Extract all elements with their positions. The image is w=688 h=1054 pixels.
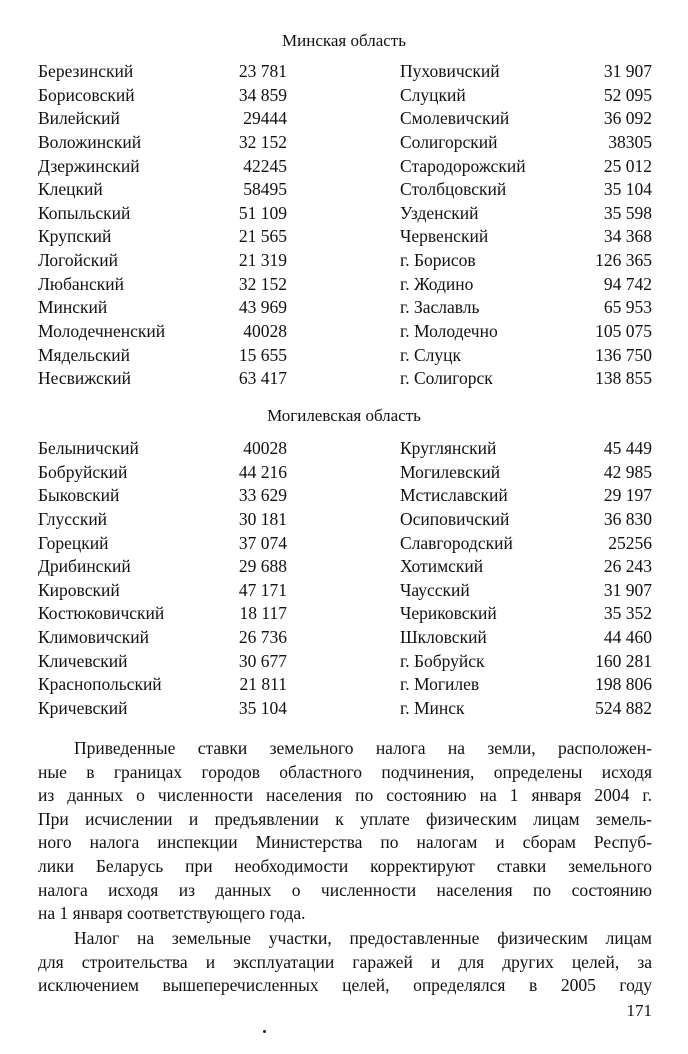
tax-rate-value: 29 197 bbox=[603, 485, 652, 506]
tax-rate-value: 35 352 bbox=[603, 603, 652, 624]
table-row bbox=[0, 84, 688, 108]
table-row bbox=[0, 155, 688, 179]
district-name: Вилейский bbox=[38, 108, 120, 129]
tax-rate-value: 25 012 bbox=[603, 155, 652, 176]
district-name: Шкловский bbox=[400, 627, 487, 648]
district-name: Кричевский bbox=[38, 698, 128, 719]
table-row bbox=[0, 697, 688, 721]
district-name: г. Солигорск bbox=[400, 368, 493, 389]
table-row bbox=[0, 579, 688, 603]
tax-rate-value: 25256 bbox=[608, 532, 652, 553]
paragraph-line: лики Беларусь при необходимости корректируют ставки земельного bbox=[38, 855, 652, 876]
tax-rate-value: 126 365 bbox=[595, 250, 652, 271]
paragraph-line: из данных о численности населения по состоянию на 1 января 2004 г. bbox=[38, 785, 652, 806]
mogilev-region-title: Могилевская область bbox=[267, 406, 421, 425]
table-row bbox=[0, 273, 688, 297]
tax-rate-value: 35 104 bbox=[238, 698, 287, 719]
tax-rate-value: 63 417 bbox=[238, 368, 287, 389]
tax-rate-value: 524 882 bbox=[595, 698, 652, 719]
district-name: Горецкий bbox=[38, 532, 109, 553]
tax-rate-value: 44 460 bbox=[603, 627, 652, 648]
paragraph-line: ного налога инспекции Министерства по налогам и сборам Респуб- bbox=[38, 832, 652, 853]
paragraph-line: При исчислении и предъявлении к уплате физическим лицам земель- bbox=[38, 808, 652, 829]
paragraph-line: исключением вышеперечисленных целей, определялся в 2005 году bbox=[38, 975, 652, 996]
district-name: г. Заславль bbox=[400, 297, 480, 318]
district-name: Солигорский bbox=[400, 131, 498, 152]
table-row bbox=[0, 225, 688, 249]
district-name: Крупский bbox=[38, 226, 112, 247]
tax-rate-value: 37 074 bbox=[238, 532, 287, 553]
tax-rate-value: 36 830 bbox=[603, 508, 652, 529]
mogilev-rates-table bbox=[0, 437, 688, 721]
table-row bbox=[0, 673, 688, 697]
district-name: г. Могилев bbox=[400, 674, 480, 695]
tax-rate-value: 31 907 bbox=[603, 579, 652, 600]
table-row bbox=[0, 602, 688, 626]
table-row bbox=[0, 650, 688, 674]
district-name: Дрибинский bbox=[38, 556, 131, 577]
table-row bbox=[0, 320, 688, 344]
paragraph-garage-land-tax bbox=[38, 927, 652, 998]
district-name: Минский bbox=[38, 297, 108, 318]
tax-rate-value: 58495 bbox=[243, 179, 287, 200]
tax-rate-value: 198 806 bbox=[595, 674, 652, 695]
tax-rate-value: 52 095 bbox=[603, 84, 652, 105]
tax-rate-value: 47 171 bbox=[238, 579, 287, 600]
table-row bbox=[0, 508, 688, 532]
tax-rate-value: 44 216 bbox=[238, 461, 287, 482]
tax-rate-value: 21 565 bbox=[238, 226, 287, 247]
tax-rate-value: 34 368 bbox=[603, 226, 652, 247]
district-name: Хотимский bbox=[400, 556, 484, 577]
tax-rate-value: 36 092 bbox=[603, 108, 652, 129]
table-row bbox=[0, 296, 688, 320]
table-row bbox=[0, 461, 688, 485]
paragraph-line: для строительства и эксплуатации гаражей и для других целей, за bbox=[38, 951, 652, 972]
district-name: Молодечненский bbox=[38, 321, 166, 342]
district-name: Копыльский bbox=[38, 202, 131, 223]
district-name: Любанский bbox=[38, 273, 124, 294]
district-name: Слуцкий bbox=[400, 84, 466, 105]
district-name: Стародорожский bbox=[400, 155, 526, 176]
district-name: Мстиславский bbox=[400, 485, 508, 506]
district-name: г. Молодечно bbox=[400, 321, 498, 342]
district-name: Дзержинский bbox=[38, 155, 140, 176]
tax-rate-value: 30 677 bbox=[238, 650, 287, 671]
district-name: Чериковский bbox=[400, 603, 497, 624]
tax-rate-value: 21 319 bbox=[238, 250, 287, 271]
table-row bbox=[0, 249, 688, 273]
district-name: Воложинский bbox=[38, 131, 142, 152]
table-row bbox=[0, 367, 688, 391]
district-name: г. Жодино bbox=[400, 273, 474, 294]
table-row bbox=[0, 60, 688, 84]
table-row bbox=[0, 555, 688, 579]
tax-rate-value: 40028 bbox=[243, 438, 287, 458]
tax-rate-value: 40028 bbox=[243, 321, 287, 342]
district-name: Славгородский bbox=[400, 532, 513, 553]
tax-rate-value: 160 281 bbox=[595, 650, 652, 671]
tax-rate-value: 34 859 bbox=[238, 84, 287, 105]
table-row bbox=[0, 437, 688, 461]
district-name: Белыничский bbox=[38, 438, 139, 458]
paragraph-line: налога исходя из данных о численности населения по состоянию bbox=[38, 879, 652, 900]
district-name: Несвижский bbox=[38, 368, 132, 389]
tax-rate-value: 42245 bbox=[243, 155, 287, 176]
tax-rate-value: 31 907 bbox=[603, 61, 652, 81]
tax-rate-value: 51 109 bbox=[238, 202, 287, 223]
district-name: г. Минск bbox=[400, 698, 465, 719]
tax-rate-value: 65 953 bbox=[603, 297, 652, 318]
district-name: Березинский bbox=[38, 61, 134, 81]
district-name: Пуховичский bbox=[400, 61, 500, 81]
tax-rate-value: 35 104 bbox=[603, 179, 652, 200]
district-name: г. Бобруйск bbox=[400, 650, 485, 671]
tax-rate-value: 18 117 bbox=[239, 603, 287, 624]
tax-rate-value: 29444 bbox=[243, 108, 287, 129]
table-row bbox=[0, 131, 688, 155]
tax-rate-value: 32 152 bbox=[238, 273, 287, 294]
table-row bbox=[0, 344, 688, 368]
table-row bbox=[0, 532, 688, 556]
district-name: Бобруйский bbox=[38, 461, 128, 482]
tax-rate-value: 33 629 bbox=[238, 485, 287, 506]
district-name: Логойский bbox=[38, 250, 119, 271]
district-name: Чаусский bbox=[400, 579, 470, 600]
district-name: Кличевский bbox=[38, 650, 128, 671]
district-name: Краснопольский bbox=[38, 674, 162, 695]
tax-rate-value: 43 969 bbox=[238, 297, 287, 318]
tax-rate-value: 21 811 bbox=[239, 674, 287, 695]
table-row bbox=[0, 107, 688, 131]
district-name: Кировский bbox=[38, 579, 120, 600]
tax-rate-value: 35 598 bbox=[603, 202, 652, 223]
table-row bbox=[0, 484, 688, 508]
district-name: Быковский bbox=[38, 485, 120, 506]
paragraph-line: Налог на земельные участки, предоставленные физическим лицам bbox=[74, 928, 652, 948]
paragraph-line: ные в границах городов областного подчинения, определены исходя bbox=[38, 761, 652, 782]
table-row bbox=[0, 626, 688, 650]
paragraph-line: на 1 января соответствующего года. bbox=[38, 903, 306, 924]
district-name: Смолевичский bbox=[400, 108, 510, 129]
tax-rate-value: 30 181 bbox=[238, 508, 287, 529]
tax-rate-value: 23 781 bbox=[238, 61, 287, 81]
district-name: Узденский bbox=[400, 202, 479, 223]
district-name: Борисовский bbox=[38, 84, 135, 105]
paragraph-line: Приведенные ставки земельного налога на земли, расположен- bbox=[74, 738, 652, 758]
district-name: г. Борисов bbox=[400, 250, 476, 271]
district-name: Круглянский bbox=[400, 438, 497, 458]
district-name: Климовичский bbox=[38, 627, 150, 648]
tax-rate-value: 26 736 bbox=[238, 627, 287, 648]
tax-rate-value: 42 985 bbox=[603, 461, 652, 482]
paragraph-land-tax-rates bbox=[38, 737, 652, 926]
tax-rate-value: 26 243 bbox=[603, 556, 652, 577]
tax-rate-value: 94 742 bbox=[603, 273, 652, 294]
district-name: Костюковичский bbox=[38, 603, 165, 624]
table-row bbox=[0, 178, 688, 202]
tax-rate-value: 136 750 bbox=[595, 344, 652, 365]
tax-rate-value: 32 152 bbox=[238, 131, 287, 152]
minsk-rates-table bbox=[0, 60, 688, 391]
district-name: Червенский bbox=[400, 226, 489, 247]
tax-rate-value: 38305 bbox=[608, 131, 652, 152]
print-speck bbox=[263, 1030, 266, 1033]
page-number: 171 bbox=[626, 1001, 652, 1020]
district-name: Могилевский bbox=[400, 461, 501, 482]
minsk-region-title: Минская область bbox=[282, 31, 406, 50]
district-name: Клецкий bbox=[38, 179, 103, 200]
district-name: Осиповичский bbox=[400, 508, 510, 529]
district-name: Мядельский bbox=[38, 344, 130, 365]
table-row bbox=[0, 202, 688, 226]
district-name: г. Слуцк bbox=[400, 344, 461, 365]
tax-rate-value: 29 688 bbox=[238, 556, 287, 577]
district-name: Глусский bbox=[38, 508, 108, 529]
district-name: Столбцовский bbox=[400, 179, 507, 200]
tax-rate-value: 138 855 bbox=[595, 368, 652, 389]
tax-rate-value: 45 449 bbox=[603, 438, 652, 458]
tax-rate-value: 105 075 bbox=[595, 321, 652, 342]
tax-rate-value: 15 655 bbox=[238, 344, 287, 365]
